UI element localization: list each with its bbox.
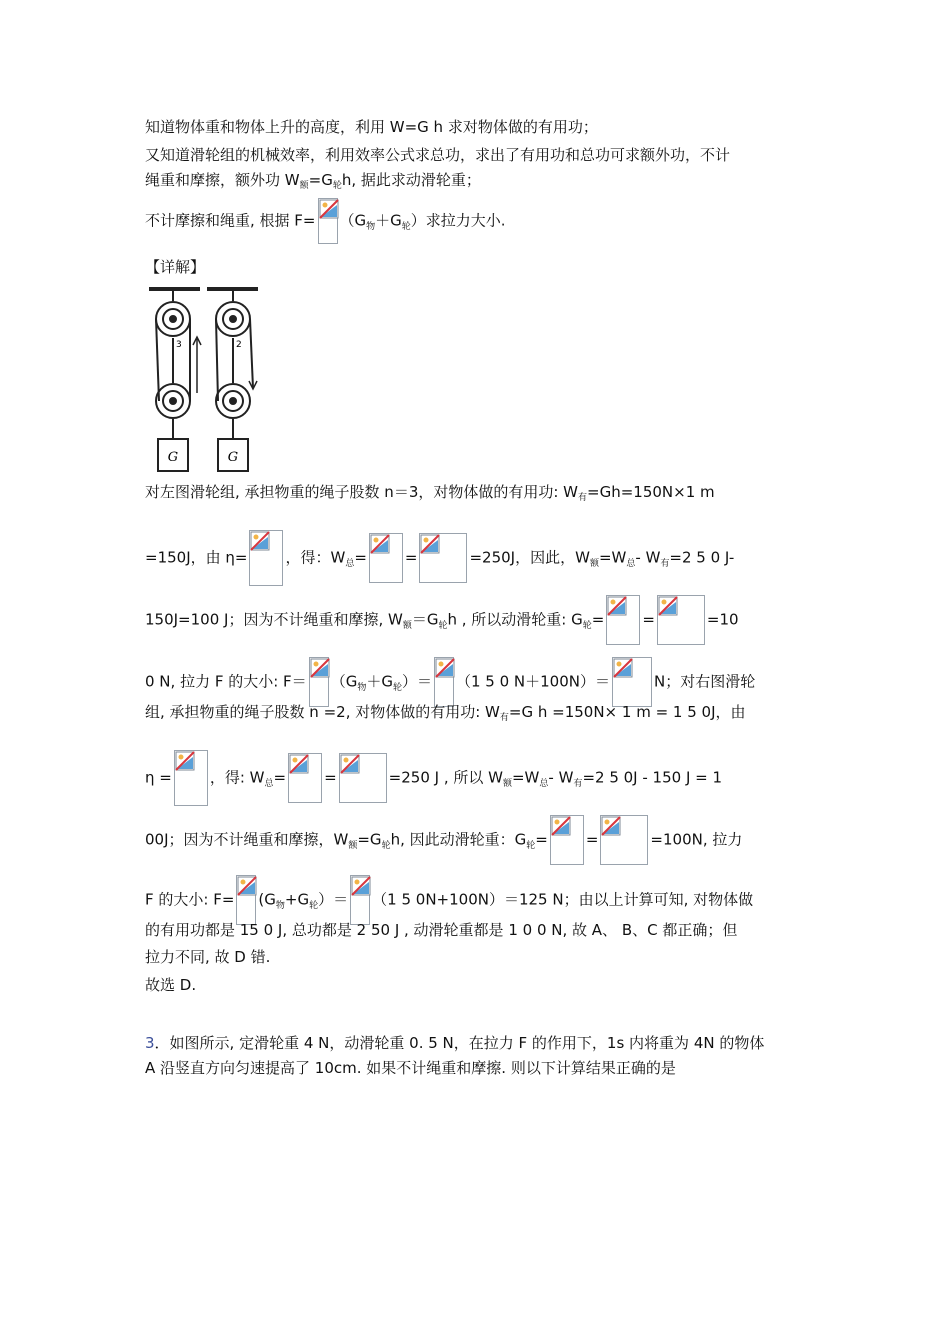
text-line-2: 又知道滑轮组的机械效率，利用效率公式求总功，求出了有用功和总功可求额外功，不计 (145, 146, 731, 164)
detail-heading: 【详解】 (145, 258, 206, 276)
text: = (585, 830, 599, 849)
broken-image-icon (606, 595, 640, 645)
broken-image-icon (657, 595, 705, 645)
text-line-8 (145, 595, 739, 645)
text: ．如图所示, 定滑轮重 4 N，动滑轮重 0. 5 N，在拉力 F 的作用下，1s 内将重为 4N 的物体 (154, 1034, 765, 1052)
text-line-10 (145, 702, 746, 725)
text: =2 5 0J - 150 J = 1 (582, 768, 723, 787)
broken-image-icon (550, 815, 584, 865)
text: 150J=100 J；因为不计绳重和摩擦, W (145, 610, 403, 629)
text: - W (548, 768, 574, 787)
broken-image-icon (369, 533, 403, 583)
text: h, 据此求动滑轮重； (341, 171, 481, 189)
subscript: 总 (345, 558, 355, 569)
text-line-14: 的有用功都是 15 0 J, 总功都是 2 50 J , 动滑轮重都是 1 0 0 N, 故 A、 B、C 都正确；但 (145, 921, 738, 939)
text-line-11 (145, 750, 722, 806)
text: 组, 承担物重的绳子股数 n =2, 对物体做的有用功: W (145, 703, 500, 721)
broken-image-icon (288, 753, 322, 803)
text: （G (330, 672, 358, 691)
text: ）＝ (318, 890, 349, 909)
subscript: 额 (402, 620, 412, 631)
subscript: 轮 (381, 840, 391, 851)
question-number: 3 (145, 1034, 155, 1052)
text: N；对右图滑轮 (654, 672, 756, 691)
text: 0 N, 拉力 F 的大小: F＝ (145, 672, 307, 691)
text-line-6 (145, 482, 715, 505)
text: F 的大小: F= (145, 890, 235, 909)
text: =2 5 0 J- (669, 548, 735, 567)
text: = (404, 548, 418, 567)
text: = (591, 610, 605, 629)
text-line-13 (145, 875, 753, 925)
text: =G h =150N× 1 m = 1 5 0J，由 (508, 703, 746, 721)
question-3-line-1 (145, 1033, 764, 1053)
broken-image-icon (318, 198, 338, 244)
subscript: 轮 (438, 620, 448, 631)
text-line-15: 拉力不同, 故 D 错. (145, 948, 271, 966)
subscript: 有 (660, 558, 670, 569)
subscript: 额 (589, 558, 599, 569)
pulley-figure (145, 283, 260, 475)
figure-num-2: 2 (236, 340, 242, 350)
text-line-9 (145, 657, 755, 707)
broken-image-icon (174, 750, 208, 806)
subscript: 有 (578, 493, 588, 503)
text: 00J；因为不计绳重和摩擦，W (145, 830, 349, 849)
broken-image-icon (309, 657, 329, 707)
subscript: 轮 (526, 840, 536, 851)
text: （1 5 0N+100N）＝125 N；由以上计算可知, 对物体做 (372, 890, 754, 909)
broken-image-icon (236, 875, 256, 925)
text: = (642, 610, 655, 629)
text: （G (339, 211, 367, 230)
text: ＋G (366, 672, 393, 691)
subscript: 物 (275, 900, 285, 911)
text: =G (357, 830, 382, 849)
text-line-4 (145, 198, 506, 244)
text: h , 所以动滑轮重: G (447, 610, 583, 629)
broken-image-icon (249, 530, 283, 586)
subscript: 物 (366, 221, 376, 232)
text-line-3 (145, 170, 481, 193)
text: =250 J , 所以 W (388, 768, 503, 787)
text: (G (258, 890, 276, 909)
text-line-1: 知道物体重和物体上升的高度，利用 W=G h 求对物体做的有用功； (145, 118, 598, 136)
subscript: 轮 (401, 221, 411, 232)
subscript: 额 (502, 778, 512, 789)
text: = (535, 830, 548, 849)
subscript: 轮 (309, 900, 319, 911)
broken-image-icon (350, 875, 370, 925)
text: ）＝ (401, 672, 432, 691)
answer-line: 故选 D. (145, 976, 197, 994)
figure-label-left: G (167, 450, 179, 465)
subscript: 有 (573, 778, 583, 789)
text: - W (635, 548, 661, 567)
text: +G (284, 890, 310, 909)
text: =G (308, 171, 333, 189)
subscript: 总 (626, 558, 636, 569)
subscript: 总 (264, 778, 274, 789)
text: = (324, 768, 337, 787)
text: ，得: W (209, 768, 265, 787)
text-line-7 (145, 530, 734, 586)
text: （1 5 0 N＋100N）＝ (455, 672, 610, 691)
subscript: 物 (357, 682, 367, 693)
subscript: 额 (299, 181, 309, 191)
text: =100N, 拉力 (650, 830, 743, 849)
subscript: 总 (539, 778, 549, 789)
text: ＝G (411, 610, 439, 629)
text: η = (145, 768, 172, 787)
text: ＋G (375, 211, 402, 230)
broken-image-icon (434, 657, 454, 707)
text: = (354, 548, 367, 567)
figure-label-right: G (227, 450, 239, 465)
broken-image-icon (600, 815, 648, 865)
subscript: 轮 (582, 620, 592, 631)
text: ，得：W (285, 548, 346, 567)
text: = (273, 768, 287, 787)
subscript: 轮 (392, 682, 402, 693)
text: =W (511, 768, 540, 787)
subscript: 有 (499, 713, 509, 723)
text: 不计摩擦和绳重, 根据 F= (145, 211, 316, 230)
subscript: 额 (348, 840, 358, 851)
text-line-12 (145, 815, 742, 865)
text: ）求拉力大小. (410, 211, 506, 230)
broken-image-icon (339, 753, 387, 803)
subscript: 轮 (332, 181, 342, 191)
broken-image-icon (612, 657, 652, 707)
broken-image-icon (419, 533, 467, 583)
figure-num-3: 3 (176, 340, 182, 350)
text: =250J，因此，W (469, 548, 590, 567)
text: =W (598, 548, 627, 567)
text: 绳重和摩擦，额外功 W (145, 171, 300, 189)
text: =10 (706, 610, 739, 629)
text: =150J，由 η= (145, 548, 248, 567)
text: 对左图滑轮组, 承担物重的绳子股数 n＝3，对物体做的有用功: W (145, 483, 579, 501)
text: h, 因此动滑轮重：G (390, 830, 527, 849)
question-3-line-2: A 沿竖直方向匀速提高了 10cm. 如果不计绳重和摩擦. 则以下计算结果正确的是 (145, 1059, 676, 1077)
text: =Gh=150N×1 m (587, 483, 715, 501)
